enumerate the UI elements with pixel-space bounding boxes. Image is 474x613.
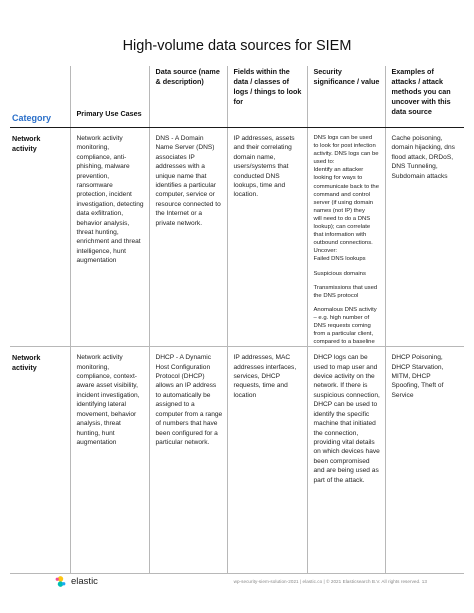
header-category: Category bbox=[10, 66, 70, 128]
header-fields: Fields within the data / classes of logs / things to look for bbox=[227, 66, 307, 128]
security-significance-cell: DHCP logs can be used to map user and device activity on the network. If there is suspicious connection, DHCP can be used to identify the specific machine that initiated the connection, providing vital details on which devices have been compromised and are being used as part of the attack. bbox=[307, 347, 385, 574]
security-line: lookup); can correlate bbox=[313, 224, 371, 231]
security-line: names (not IP) they bbox=[313, 207, 365, 214]
data-source-cell: DHCP - A Dynamic Host Configuration Protocol (DHCP) allows an IP address to automatically be assigned to a computer from a range of numbers that have been configured for a particular network. bbox=[149, 347, 227, 574]
attacks-cell: Cache poisoning, domain hijacking, dns flood attack, DRDoS, DNS Tunneling, Subdomain attacks bbox=[385, 128, 464, 347]
attacks-cell: DHCP Poisoning, DHCP Starvation, MITM, DHCP Spoofing, Theft of Service bbox=[385, 347, 464, 574]
security-line: communicate back to the bbox=[313, 183, 379, 190]
primary-use-cases-cell: Network activity monitoring, compliance, context-aware asset visibility, incident investigation, identifying lateral movement, behavior analysis, threat hunting, hunt augmentation bbox=[70, 347, 149, 574]
page-footer bbox=[0, 572, 474, 592]
security-line: Identify an attacker bbox=[313, 167, 364, 174]
data-source-cell: DNS - A Domain Name Server (DNS) associates IP addresses with a unique name that identifies a particular computer, service or resource connected to the Internet or a private network. bbox=[149, 128, 227, 347]
fields-cell: IP addresses, MAC addresses interfaces, services, DHCP requests, time and location bbox=[227, 347, 307, 574]
page-title: High-volume data sources for SIEM bbox=[122, 38, 352, 54]
elastic-logo bbox=[54, 575, 98, 588]
table-row bbox=[10, 347, 464, 574]
security-line: Transmissions that used bbox=[313, 284, 378, 291]
security-line: looking for ways to bbox=[313, 175, 363, 182]
security-line: command and control bbox=[313, 191, 371, 198]
security-line: outbound connections. bbox=[313, 240, 373, 247]
table-header-row bbox=[10, 66, 464, 128]
header-attacks: Examples of attacks / attack methods you can uncover with this data source bbox=[385, 66, 464, 128]
category-cell: Network activity bbox=[10, 347, 70, 574]
security-line: server (if using domain bbox=[313, 199, 374, 206]
header-primary-use-cases: Primary Use Cases bbox=[70, 66, 149, 128]
elastic-logo-text: elastic bbox=[71, 576, 98, 587]
security-significance-cell bbox=[307, 128, 385, 347]
security-line: DNS logs can be used bbox=[313, 135, 373, 141]
siem-data-sources-table bbox=[10, 66, 464, 574]
security-line: Failed DNS lookups bbox=[313, 256, 366, 263]
security-line: Uncover: bbox=[313, 248, 338, 255]
primary-use-cases-cell: Network activity monitoring, compliance, anti-phishing, malware prevention, ransomware protection, incident investigation, detecting data exfiltration, behavior analysis, threat hunting, enrichment and threat intelligence, hunt augmentation bbox=[70, 128, 149, 347]
security-line: to look for post infection bbox=[313, 143, 376, 150]
security-line: from a particular client, bbox=[313, 331, 374, 338]
security-line: that information with bbox=[313, 232, 367, 239]
category-cell: Network activity bbox=[10, 128, 70, 347]
security-line: DNS requests coming bbox=[313, 322, 371, 329]
table-row bbox=[10, 128, 464, 347]
header-security-significance: Security significance / value bbox=[307, 66, 385, 128]
footer-text: wp-security-siem-solution-2021 | elastic.co | © 2021 Elasticsearch B.V. All rights reserved. 13 bbox=[233, 579, 427, 584]
security-line: compared to a baseline bbox=[313, 339, 375, 346]
header-data-source: Data source (name & description) bbox=[149, 66, 227, 128]
security-line: Suspicious domains bbox=[313, 270, 366, 277]
security-line: the DNS protocol bbox=[313, 292, 359, 299]
security-line: will need to do a DNS bbox=[313, 215, 371, 222]
security-line: – e.g. high number of bbox=[313, 314, 370, 321]
security-line: Anomalous DNS activity bbox=[313, 306, 377, 313]
elastic-logo-icon bbox=[54, 575, 67, 588]
security-line: activity. DNS logs can be bbox=[313, 151, 379, 158]
fields-cell: IP addresses, assets and their correlating domain name, users/systems that conducted DNS lookups, time and location. bbox=[227, 128, 307, 347]
security-line: used to: bbox=[313, 159, 335, 166]
